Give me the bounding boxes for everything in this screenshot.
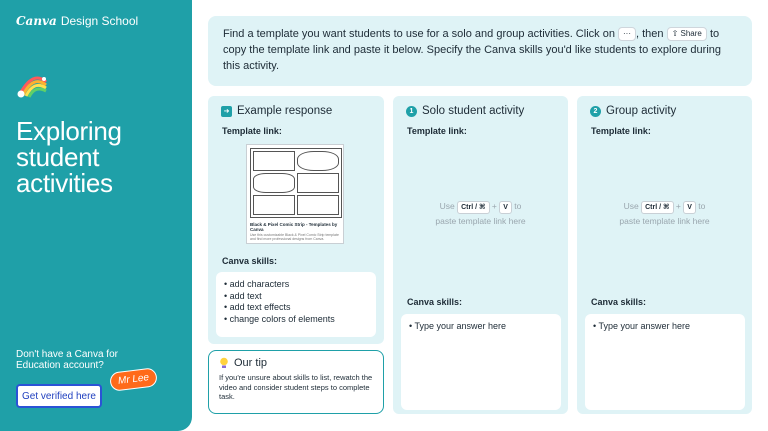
example-template-label: Template link: bbox=[222, 126, 282, 136]
tip-heading-text: Our tip bbox=[234, 357, 268, 369]
group-heading bbox=[590, 105, 676, 117]
hint-line2: paste template link here bbox=[619, 216, 710, 226]
skill-item: • add characters bbox=[224, 279, 368, 291]
solo-activity-panel bbox=[393, 96, 568, 414]
canva-logo: Canva bbox=[16, 14, 57, 28]
v-key: V bbox=[683, 201, 696, 214]
example-heading bbox=[221, 105, 332, 117]
ctrl-key: Ctrl / ⌘ bbox=[641, 201, 673, 214]
skills-list bbox=[224, 279, 368, 325]
share-button: ⇧ Share bbox=[667, 27, 707, 41]
skill-item: • add text effects bbox=[224, 302, 368, 314]
template-thumbnail[interactable] bbox=[246, 144, 344, 244]
instructions-part1: Find a template you want students to use for a solo and group activities. Click on bbox=[223, 28, 615, 40]
solo-skills-label: Canva skills: bbox=[407, 297, 463, 307]
answer-placeholder: • Type your answer here bbox=[409, 321, 553, 331]
group-skills-answer-field[interactable] bbox=[585, 314, 745, 410]
tip-text: If you're unsure about skills to list, rewatch the video and consider student steps to complete task. bbox=[219, 373, 373, 401]
solo-skills-answer-field[interactable] bbox=[401, 314, 561, 410]
solo-template-label: Template link: bbox=[407, 126, 467, 136]
instructions-card bbox=[208, 16, 752, 86]
tip-heading bbox=[219, 357, 373, 369]
group-activity-panel bbox=[577, 96, 752, 414]
more-options-button: ··· bbox=[618, 27, 636, 41]
mr-lee-sticker: Mr Lee bbox=[109, 367, 158, 392]
hint-line2: paste template link here bbox=[435, 216, 526, 226]
brand bbox=[16, 14, 138, 28]
skill-item: • add text bbox=[224, 291, 368, 303]
rainbow-icon bbox=[16, 70, 50, 98]
page-title: Exploring student activities bbox=[16, 116, 122, 198]
thumbnail-caption: Black & Pixel Comic Strip - Templates by Canva bbox=[250, 222, 338, 232]
brand-suffix: Design School bbox=[60, 14, 139, 28]
plus-sign: + bbox=[491, 201, 497, 211]
solo-heading bbox=[406, 105, 524, 117]
solo-template-link-field[interactable] bbox=[393, 199, 568, 228]
example-response-panel bbox=[208, 96, 384, 344]
solo-heading-text: Solo student activity bbox=[422, 105, 525, 117]
hint-to: to bbox=[514, 201, 522, 211]
get-verified-button[interactable]: Get verified here bbox=[16, 384, 102, 408]
group-skills-label: Canva skills: bbox=[591, 297, 647, 307]
plus-sign: + bbox=[675, 201, 681, 211]
no-account-text: Don't have a Canva for Education account? bbox=[16, 349, 118, 371]
hint-to: to bbox=[698, 201, 706, 211]
comic-grid bbox=[250, 148, 342, 218]
instructions-part2: , then bbox=[636, 28, 664, 40]
skill-item: • change colors of elements bbox=[224, 314, 368, 326]
step-2-badge: 2 bbox=[590, 106, 601, 117]
group-template-label: Template link: bbox=[591, 126, 651, 136]
group-template-link-field[interactable] bbox=[577, 199, 752, 228]
v-key: V bbox=[499, 201, 512, 214]
example-heading-text: Example response bbox=[237, 105, 333, 117]
instructions-part3: to copy the template link and paste it below. Specify the Canva skills you'd like students to explore during this activity. bbox=[223, 28, 721, 72]
example-skills-label: Canva skills: bbox=[222, 256, 278, 266]
group-heading-text: Group activity bbox=[606, 105, 677, 117]
hint-use: Use bbox=[623, 201, 639, 211]
step-1-badge: 1 bbox=[406, 106, 417, 117]
thumbnail-subtitle: Use this customizable Black & Pixel Comic Strip template and find more professional designs from Canva. bbox=[250, 233, 339, 241]
answer-placeholder: • Type your answer here bbox=[593, 321, 737, 331]
sidebar bbox=[0, 0, 192, 431]
tip-card bbox=[208, 350, 384, 414]
hint-use: Use bbox=[439, 201, 455, 211]
lightbulb-icon bbox=[219, 357, 229, 369]
arrow-icon: ➜ bbox=[221, 106, 232, 117]
ctrl-key: Ctrl / ⌘ bbox=[457, 201, 489, 214]
example-skills-box bbox=[216, 272, 376, 337]
